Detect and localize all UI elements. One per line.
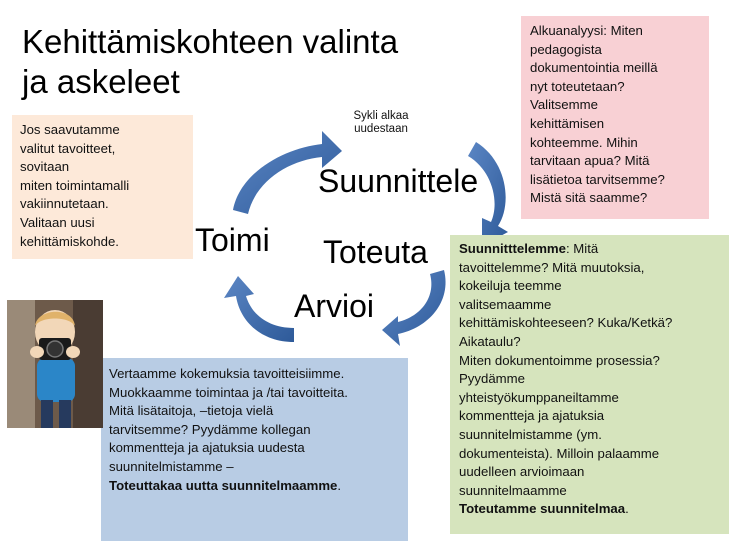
suunnittelu-box-line: kehittämiskohteeseen? Kuka/Ketkä? (459, 315, 673, 331)
suunnittelu-info-box (450, 235, 729, 534)
arrow-bottom-right (382, 270, 446, 346)
toimi-info-box (12, 115, 193, 259)
arviointi-box-line: tarvitsemme? Pyydämme kollegan (109, 421, 311, 437)
toimi-box-line: valitut tavoitteet, (20, 140, 116, 156)
photo-child-leg-left (41, 400, 53, 428)
arviointi-box-line: suunnitelmistamme – (109, 458, 234, 474)
arviointi-box-line: Muokkaamme toimintaa ja /tai tavoitteita. (109, 384, 348, 400)
photo-child-leg-right (59, 400, 71, 428)
cycle-restart-label (336, 110, 426, 136)
title-line-2: ja askeleet (22, 63, 180, 100)
photo-child-shirt (37, 358, 75, 402)
cycle-restart-line-2: uudestaan (354, 123, 408, 135)
suunnittelu-box-line: Pyydämme (459, 371, 525, 387)
suunnittelu-box-line: yhteistyökumppaneiltamme (459, 389, 619, 405)
suunnittelu-box-first-line (459, 240, 720, 259)
toimi-box-line: Jos saavutamme (20, 122, 120, 137)
alkuanalyysi-box-line: kohteemme. Mihin (530, 134, 638, 150)
arviointi-info-box (101, 358, 408, 541)
cycle-step-toteuta: Toteuta (323, 234, 428, 270)
title-line-1: Kehittämiskohteen valinta (22, 23, 399, 60)
photo-camera-lens (47, 341, 63, 357)
arviointi-box-last-line (109, 477, 400, 496)
arviointi-box-line: kommentteja ja ajatuksia uudesta (109, 440, 305, 456)
alkuanalyysi-box-line: dokumentointia meillä (530, 60, 658, 76)
suunnittelu-box-line: Miten dokumentoimme prosessia? (459, 352, 660, 368)
suunnittelu-box-line: kommentteja ja ajatuksia (459, 408, 605, 424)
suunnittelu-box-conclusion: Toteutamme suunnitelmaa (459, 501, 626, 517)
alkuanalyysi-box-line: kehittämisen (530, 115, 605, 131)
alkuanalyysi-box-line: lisätietoa tarvitsemme? (530, 171, 665, 187)
cycle-step-arvioi: Arvioi (294, 288, 375, 324)
cycle-step-toimi: Toimi (195, 222, 270, 258)
suunnittelu-box-line: kokeiluja teemme (459, 278, 562, 294)
alkuanalyysi-info-box (521, 16, 709, 219)
alkuanalyysi-box-line: Alkuanalyysi: Miten (530, 23, 643, 38)
suunnittelu-box-heading: Suunnitttelemme (459, 241, 566, 256)
toimi-box-line: Valitaan uusi (20, 214, 95, 230)
suunnittelu-box-line: uudelleen arvioimaan (459, 464, 585, 480)
arviointi-box-conclusion: Toteuttakaa uutta suunnitelmaamme (109, 477, 338, 493)
arviointi-box-line: Mitä lisätaitoja, –tietoja vielä (109, 403, 274, 419)
suunnittelu-box-line: dokumenteista). Milloin palaamme (459, 445, 660, 461)
arviointi-box-last-rest: . (337, 477, 342, 493)
photo-child-hand-right (66, 346, 80, 358)
toimi-box-line: sovitaan (20, 159, 70, 175)
photo-child-hand-left (30, 346, 44, 358)
toimi-box-line: kehittämiskohde. (20, 233, 119, 249)
suunnittelu-box-first-rest: : Mitä (565, 241, 599, 256)
toimi-box-line: miten toimintamalli (20, 177, 130, 193)
alkuanalyysi-box-line: Valitsemme (530, 97, 598, 113)
suunnittelu-box-line: Aikataulu? (459, 333, 521, 349)
arrow-bottom-left (224, 276, 294, 342)
cycle-step-suunnittele: Suunnittele (318, 163, 479, 199)
photo-door (7, 300, 35, 428)
arviointi-box-line: Vertaamme kokemuksia tavoitteisiimme. (109, 366, 345, 381)
alkuanalyysi-box-line: Mistä sitä saamme? (530, 190, 648, 206)
child-with-camera-photo (7, 300, 103, 428)
alkuanalyysi-box-line: pedagogista (530, 41, 602, 57)
suunnittelu-box-line: tavoittelemme? Mitä muutoksia, (459, 259, 645, 275)
cycle-restart-line-1: Sykli alkaa (353, 110, 409, 122)
alkuanalyysi-box-line: nyt toteutetaan? (530, 78, 625, 94)
suunnittelu-box-last-rest: . (625, 501, 629, 517)
suunnittelu-box-last-line (459, 500, 720, 519)
alkuanalyysi-box-line: tarvitaan apua? Mitä (530, 153, 650, 169)
suunnittelu-box-line: valitsemaamme (459, 296, 552, 312)
photo-shadow (73, 300, 103, 428)
toimi-box-line: vakiinnutetaan. (20, 196, 109, 212)
suunnittelu-box-line: suunnitelmaamme (459, 482, 567, 498)
suunnittelu-box-line: suunnitelmistamme (ym. (459, 426, 602, 442)
